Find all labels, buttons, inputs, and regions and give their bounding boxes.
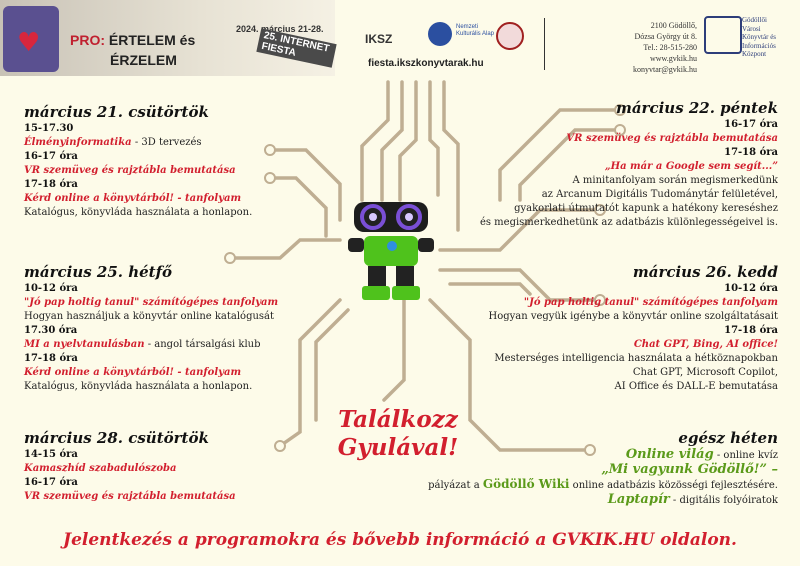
library-name-line: Központ [742, 50, 767, 58]
event-date: 2024. március 21-28. [236, 24, 324, 34]
banner-title [70, 32, 195, 48]
nka-label: Nemzeti Kulturális Alap [456, 24, 495, 37]
day-title: március 26. kedd [632, 263, 778, 281]
slogan-line1: Találkozz [338, 406, 458, 433]
event-description: Mesterséges intelligencia használata a hétköznapokban [494, 353, 778, 364]
footer-text: Jelentkezés a programokra és bővebb információ a GVKIK.HU oldalon. [63, 530, 737, 550]
event-suffix: - online kvíz [713, 450, 778, 461]
nka-logo-icon [428, 22, 452, 46]
library-name-line: Gödöllői [742, 16, 767, 24]
address-line: Dózsa György út 8. [634, 32, 697, 41]
day-block-march-22 [440, 98, 778, 230]
event-description: gyakorlati útmutatót kapunk a hatékony kereséshez [514, 203, 778, 214]
event-title: Élményinformatika [24, 137, 132, 148]
city-seal-icon [496, 22, 524, 50]
event-title: Online világ [625, 447, 714, 462]
fiesta-url[interactable]: fiesta.ikszkonyvtarak.hu [368, 58, 484, 69]
event-time: 15-17.30 [24, 123, 74, 134]
library-logo-icon [704, 16, 742, 54]
title-line1: ÉRTELEM és [108, 32, 196, 48]
event-suffix: - 3D tervezés [131, 137, 202, 148]
event-time: 17-18 óra [24, 353, 78, 364]
iksz-logo: IKSZ [365, 32, 393, 46]
event-title: VR szemüveg és rajztábla bemutatása [24, 491, 236, 502]
library-name-line: Könyvtár és [742, 33, 777, 41]
event-description: AI Office és DALL-E bemutatása [614, 381, 778, 392]
address-block [605, 20, 697, 75]
fiesta-label: 25. INTERNET FIESTA [256, 28, 336, 67]
header [0, 0, 800, 78]
event-time: 17-18 óra [24, 179, 78, 190]
center-slogan [318, 406, 478, 462]
day-block-whole-week [428, 428, 778, 508]
event-time: 17-18 óra [724, 147, 778, 158]
event-time: 14-15 óra [24, 449, 78, 460]
event-time: 10-12 óra [724, 283, 778, 294]
event-time: 16-17 óra [24, 477, 78, 488]
day-title: egész héten [678, 429, 778, 447]
event-title: Kérd online a könyvtárból! - tanfolyam [24, 367, 242, 378]
phone: Tel.: 28-515-280 [643, 43, 697, 52]
address-line: 2100 Gödöllő, [650, 21, 697, 30]
event-suffix: - angol társalgási klub [144, 339, 261, 350]
event-title: VR szemüveg és rajztábla bemutatása [566, 133, 778, 144]
library-name [742, 16, 800, 59]
quiz-title: „Mi vagyunk Gödöllő!” – [601, 462, 778, 477]
day-block-march-21 [24, 102, 324, 220]
event-description: Hogyan vegyük igénybe a könyvtár online szolgáltatásait [488, 311, 778, 322]
slogan-line2: Gyulával! [337, 434, 459, 461]
event-description: Chat GPT, Microsoft Copilot, [632, 367, 778, 378]
day-block-march-26 [440, 262, 778, 394]
day-title: március 28. csütörtök [24, 429, 209, 447]
event-title: Kérd online a könyvtárból! - tanfolyam [24, 193, 242, 204]
event-description: A minitanfolyam során megismerkedünk [572, 175, 778, 186]
title-line2: ÉRZELEM [110, 52, 177, 68]
event-title: MI a nyelvtanulásban [24, 339, 145, 350]
event-description: az Arcanum Digitális Tudománytár felületével, [541, 189, 778, 200]
event-title: VR szemüveg és rajztábla bemutatása [24, 165, 236, 176]
day-block-march-28 [24, 428, 324, 504]
wiki-suffix: online adatbázis közösségi fejlesztésére. [569, 480, 778, 491]
laptapir-suffix: - digitális folyóiratok [669, 495, 778, 506]
laptapir-title[interactable]: Laptapír [607, 492, 670, 507]
event-title: „Ha már a Google sem segít...” [604, 161, 778, 172]
fiesta-banner [0, 0, 335, 76]
pro-label: PRO: [70, 32, 105, 48]
event-time: 16-17 óra [724, 119, 778, 130]
library-name-line: Városi [742, 24, 761, 33]
library-name-line: Információs [742, 41, 776, 50]
event-description: Hogyan használjuk a könyvtár online katalógusát [24, 311, 275, 322]
website-link[interactable]: www.gvkik.hu [649, 54, 697, 63]
event-time: 17.30 óra [24, 325, 78, 336]
event-time: 10-12 óra [24, 283, 78, 294]
event-title: "Jó pap holtig tanul" számítógépes tanfolyam [24, 297, 279, 308]
event-description: Katalógus, könyvláda használata a honlapon. [24, 381, 253, 392]
event-description: Katalógus, könyvláda használata a honlapon. [24, 207, 253, 218]
day-title: március 22. péntek [615, 99, 778, 117]
event-description: és megismerkedhetünk az adatbázis különlegességeivel is. [479, 217, 778, 228]
event-title: "Jó pap holtig tanul" számítógépes tanfolyam [523, 297, 778, 308]
wiki-prefix: pályázat a [428, 480, 483, 491]
heart-icon: ♥ [17, 28, 41, 58]
day-block-march-25 [24, 262, 354, 394]
event-title: Kamaszhíd szabadulószoba [24, 463, 177, 474]
event-time: 16-17 óra [24, 151, 78, 162]
day-title: március 25. hétfő [24, 263, 173, 281]
email-link[interactable]: konyvtar@gvkik.hu [632, 65, 697, 74]
event-time: 17-18 óra [724, 325, 778, 336]
event-title: Chat GPT, Bing, AI office! [633, 339, 778, 350]
day-title: március 21. csütörtök [24, 103, 209, 121]
wiki-title[interactable]: Gödöllő Wiki [482, 477, 570, 491]
divider [544, 18, 545, 70]
pro-logo [3, 6, 59, 72]
